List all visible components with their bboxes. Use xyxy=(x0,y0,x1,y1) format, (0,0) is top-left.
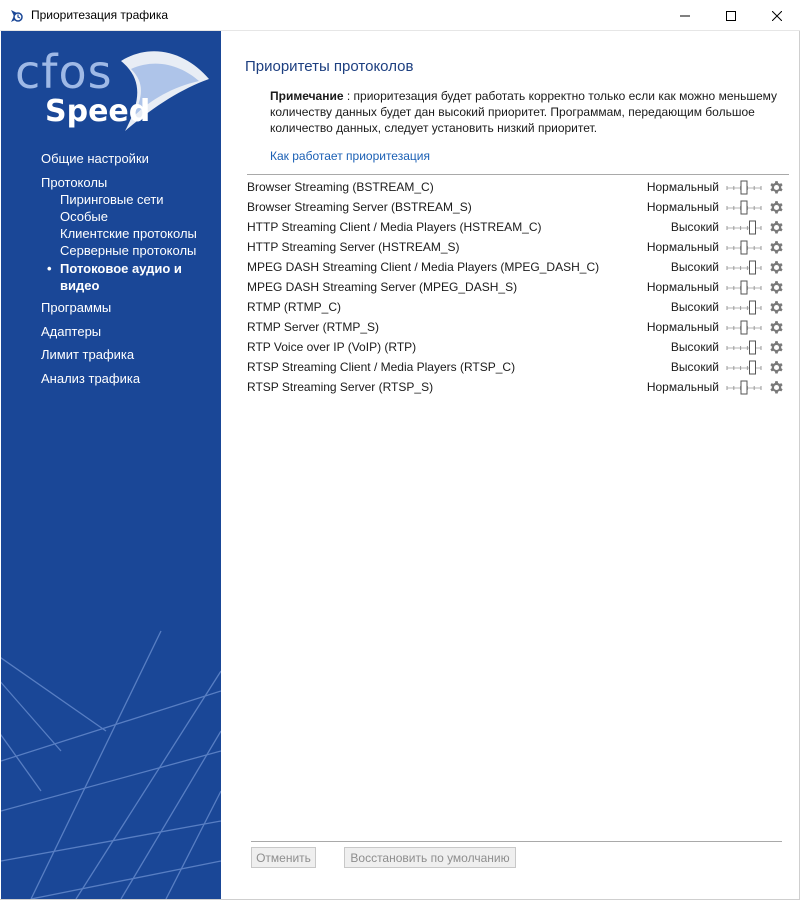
priority-level: Нормальный xyxy=(646,200,719,214)
protocol-row xyxy=(247,337,789,357)
note-label: Примечание xyxy=(270,89,344,103)
slider-thumb[interactable] xyxy=(750,221,756,234)
minimize-icon xyxy=(680,11,690,21)
maximize-icon xyxy=(726,11,736,21)
slider-thumb[interactable] xyxy=(750,301,756,314)
sidebar-item-traffic-analysis[interactable]: Анализ трафика xyxy=(41,371,141,386)
cfos-speed-logo xyxy=(13,39,213,139)
priority-level: Высокий xyxy=(670,260,719,274)
gear-icon[interactable] xyxy=(768,279,785,296)
protocol-row xyxy=(247,177,789,197)
sidebar-item-protocols[interactable]: Протоколы xyxy=(41,175,108,190)
priority-level: Нормальный xyxy=(646,240,719,254)
gear-icon[interactable] xyxy=(768,299,785,316)
sidebar-item-p2p[interactable]: Пиринговые сети xyxy=(60,192,164,207)
protocol-name: RTMP (RTMP_C) xyxy=(247,300,342,314)
how-prioritization-works-link[interactable]: Как работает приоритезация xyxy=(270,149,430,163)
sidebar-item-special[interactable]: Особые xyxy=(60,209,109,224)
gear-icon[interactable] xyxy=(768,339,785,356)
sidebar-item-adapters[interactable]: Адаптеры xyxy=(41,324,102,339)
gear-icon[interactable] xyxy=(768,179,785,196)
protocol-name: RTMP Server (RTMP_S) xyxy=(247,320,380,334)
gear-icon[interactable] xyxy=(768,259,785,276)
priority-level: Нормальный xyxy=(646,180,719,194)
protocol-row xyxy=(247,197,789,217)
slider-thumb[interactable] xyxy=(750,361,756,374)
protocol-row xyxy=(247,237,789,257)
title-bar xyxy=(0,0,800,31)
priority-level: Нормальный xyxy=(646,320,719,334)
priority-slider[interactable] xyxy=(725,200,763,215)
logo-text-cfos: cfos xyxy=(15,45,113,99)
sidebar-item-traffic-limit[interactable]: Лимит трафика xyxy=(41,347,135,362)
priority-slider[interactable] xyxy=(725,220,763,235)
footer-divider xyxy=(251,841,782,842)
protocol-row xyxy=(247,297,789,317)
slider-thumb[interactable] xyxy=(741,181,747,194)
restore-defaults-button[interactable]: Восстановить по умолчанию xyxy=(344,847,516,868)
slider-thumb[interactable] xyxy=(741,321,747,334)
window-title: Приоритезация трафика xyxy=(31,8,169,22)
protocol-list xyxy=(247,177,789,397)
gear-icon[interactable] xyxy=(768,199,785,216)
priority-level: Нормальный xyxy=(646,280,719,294)
close-button[interactable] xyxy=(754,0,800,31)
gear-icon[interactable] xyxy=(768,379,785,396)
priority-level: Высокий xyxy=(670,220,719,234)
page-title: Приоритеты протоколов xyxy=(245,58,414,75)
gear-icon[interactable] xyxy=(768,239,785,256)
protocol-row xyxy=(247,317,789,337)
cancel-button[interactable]: Отменить xyxy=(251,847,316,868)
note-text: : приоритезация будет работать корректно только если как можно меньшему количеству данных будет дан высокий приоритет. Программам, передающим большое количество данных, следует установить низкий приоритет. xyxy=(270,89,778,135)
logo-text-speed: Speed xyxy=(45,94,151,129)
protocol-name: RTP Voice over IP (VoIP) (RTP) xyxy=(247,340,417,354)
priority-slider[interactable] xyxy=(725,300,763,315)
protocol-row xyxy=(247,277,789,297)
sidebar-item-server-protocols[interactable]: Серверные протоколы xyxy=(60,243,197,258)
protocol-name: MPEG DASH Streaming Client / Media Players (MPEG_DASH_C) xyxy=(247,260,600,274)
priority-slider[interactable] xyxy=(725,340,763,355)
priority-note xyxy=(270,88,790,136)
priority-level: Высокий xyxy=(670,300,719,314)
gear-icon[interactable] xyxy=(768,219,785,236)
protocol-row xyxy=(247,377,789,397)
priority-level: Нормальный xyxy=(646,380,719,394)
protocol-name: RTSP Streaming Client / Media Players (RTSP_C) xyxy=(247,360,516,374)
priority-slider[interactable] xyxy=(725,180,763,195)
gear-icon[interactable] xyxy=(768,319,785,336)
main-panel xyxy=(221,31,799,899)
priority-slider[interactable] xyxy=(725,360,763,375)
minimize-button[interactable] xyxy=(662,0,708,31)
maximize-button[interactable] xyxy=(708,0,754,31)
protocol-name: Browser Streaming (BSTREAM_C) xyxy=(247,180,434,194)
priority-slider[interactable] xyxy=(725,260,763,275)
slider-thumb[interactable] xyxy=(741,381,747,394)
slider-thumb[interactable] xyxy=(750,261,756,274)
slider-thumb[interactable] xyxy=(741,281,747,294)
protocol-name: HTTP Streaming Server (HSTREAM_S) xyxy=(247,240,460,254)
sidebar-item-streaming[interactable]: • Потоковое аудио и видео xyxy=(60,260,210,294)
protocol-row xyxy=(247,217,789,237)
slider-thumb[interactable] xyxy=(741,201,747,214)
protocol-name: MPEG DASH Streaming Server (MPEG_DASH_S) xyxy=(247,280,518,294)
slider-thumb[interactable] xyxy=(750,341,756,354)
priority-slider[interactable] xyxy=(725,240,763,255)
priority-slider[interactable] xyxy=(725,280,763,295)
protocol-row xyxy=(247,357,789,377)
protocol-row xyxy=(247,257,789,277)
sidebar xyxy=(1,31,221,899)
divider xyxy=(247,174,789,175)
sidebar-item-client-protocols[interactable]: Клиентские протоколы xyxy=(60,226,197,241)
gear-icon[interactable] xyxy=(768,359,785,376)
sidebar-item-general[interactable]: Общие настройки xyxy=(41,151,149,166)
priority-level: Высокий xyxy=(670,340,719,354)
priority-level: Высокий xyxy=(670,360,719,374)
slider-thumb[interactable] xyxy=(741,241,747,254)
priority-slider[interactable] xyxy=(725,320,763,335)
protocol-name: HTTP Streaming Client / Media Players (HSTREAM_C) xyxy=(247,220,542,234)
sidebar-item-programs[interactable]: Программы xyxy=(41,300,112,315)
priority-slider[interactable] xyxy=(725,380,763,395)
protocol-name: Browser Streaming Server (BSTREAM_S) xyxy=(247,200,472,214)
protocol-name: RTSP Streaming Server (RTSP_S) xyxy=(247,380,434,394)
cfos-app-icon xyxy=(9,8,25,24)
close-icon xyxy=(772,11,782,21)
